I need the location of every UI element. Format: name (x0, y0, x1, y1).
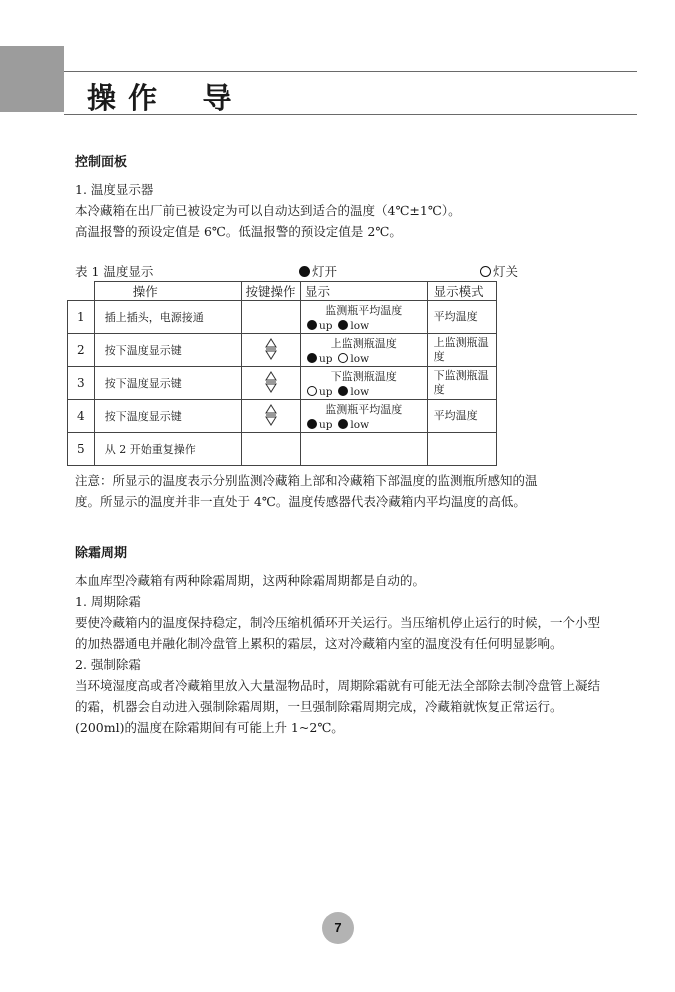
indicator-low-label: low (350, 320, 370, 332)
row-key-cell (241, 367, 300, 400)
row-operation: 插上插头，电源接通 (94, 301, 241, 334)
indicator-low-label: low (350, 419, 370, 431)
row-key-cell (241, 334, 300, 367)
table-header-cell: 显示模式 (427, 282, 496, 301)
indicator-up-label: up (318, 320, 333, 332)
indicator-up-label: up (318, 353, 333, 365)
row-operation: 按下温度显示键 (94, 334, 241, 367)
row-display-cell (300, 367, 427, 400)
row-display-text: 上监测瓶温度 (330, 337, 397, 350)
row-operation: 按下温度显示键 (94, 367, 241, 400)
row-display-cell (300, 400, 427, 433)
row-display-mode: 平均温度 (427, 400, 496, 433)
up-down-key-icon (265, 371, 277, 393)
table-header-cell: 按键操作 (241, 282, 300, 301)
filled-circle-icon (299, 266, 310, 277)
indicator-low-label: low (350, 386, 370, 398)
indicator-lamps (307, 353, 427, 365)
filled-circle-icon (338, 320, 348, 330)
defrost-line: 要使冷藏箱内的温度保持稳定，制冷压缩机循环开关运行。当压缩机停止运行的时候，一个小型 (75, 615, 601, 630)
up-down-key-icon (265, 404, 277, 426)
defrost-line: (200ml)的温度在除霜期间有可能上升 1~2℃。 (75, 720, 344, 735)
row-display-text: 监测瓶平均温度 (325, 304, 403, 317)
note-line: 注意：所显示的温度表示分别监测冷藏箱上部和冷藏箱下部温度的监测瓶所感知的温 (75, 473, 538, 488)
legend-light-off: 灯关 (480, 262, 518, 280)
table-row (68, 301, 497, 334)
row-key-cell (241, 400, 300, 433)
table-caption: 表 1 温度显示 (75, 264, 154, 279)
row-display-cell (300, 433, 427, 466)
note-line: 度。所显示的温度并非一直处于 4℃。温度传感器代表冷藏箱内平均温度的高低。 (75, 494, 526, 509)
page-number: 7 (322, 912, 354, 944)
row-number: 5 (68, 433, 95, 466)
temperature-display-table (67, 281, 497, 466)
defrost-line: 本血库型冷藏箱有两种除霜周期，这两种除霜周期都是自动的。 (75, 573, 426, 588)
hollow-circle-icon (480, 266, 491, 277)
defrost-line: 当环境湿度高或者冷藏箱里放入大量湿物品时，周期除霜就有可能无法全部除去制冷盘管上凝结 (75, 678, 601, 693)
title-rule-bottom (64, 114, 637, 115)
filled-circle-icon (307, 320, 317, 330)
row-number: 2 (68, 334, 95, 367)
row-mode-cell (427, 433, 496, 466)
page-title: 操 作 导 (87, 81, 233, 115)
control-panel-heading: 控制面板 (75, 155, 128, 170)
up-down-key-icon (265, 338, 277, 360)
row-number: 1 (68, 301, 95, 334)
indicator-up-label: up (318, 419, 333, 431)
indicator-lamps (307, 419, 427, 431)
filled-circle-icon (307, 353, 317, 363)
table-header-row (68, 282, 497, 301)
table-header-cell: 操作 (94, 282, 241, 301)
row-operation: 从 2 开始重复操作 (94, 433, 241, 466)
chapter-tab-marker (0, 46, 64, 112)
row-number: 3 (68, 367, 95, 400)
table-header-num (68, 282, 95, 301)
indicator-lamps (307, 320, 427, 332)
row-operation: 按下温度显示键 (94, 400, 241, 433)
row-key-cell (241, 433, 300, 466)
control-panel-line: 高温报警的预设定值是 6℃。低温报警的预设定值是 2℃。 (75, 224, 402, 239)
row-display-mode: 上监测瓶温度 (427, 334, 496, 367)
defrost-line: 2. 强制除霜 (75, 657, 141, 672)
table-row (68, 400, 497, 433)
row-key-cell (241, 301, 300, 334)
row-display-mode: 下监测瓶温度 (427, 367, 496, 400)
title-rule-top (64, 71, 637, 72)
filled-circle-icon (338, 386, 348, 396)
indicator-lamps (307, 386, 427, 398)
control-panel-line: 本冷藏箱在出厂前已被设定为可以自动达到适合的温度（4℃±1℃）。 (75, 203, 461, 218)
row-display-text: 下监测瓶温度 (330, 370, 397, 383)
table-caption-row (75, 262, 535, 278)
table-row (68, 433, 497, 466)
row-number: 4 (68, 400, 95, 433)
defrost-line: 1. 周期除霜 (75, 594, 141, 609)
row-display-text: 监测瓶平均温度 (325, 403, 403, 416)
control-panel-line: 1. 温度显示器 (75, 182, 154, 197)
table-header-cell: 显示 (300, 282, 427, 301)
defrost-line: 的霜，机器会自动进入强制除霜周期，一旦强制除霜周期完成，冷藏箱就恢复正常运行。 (75, 699, 563, 714)
hollow-circle-icon (307, 386, 317, 396)
row-display-cell (300, 301, 427, 334)
indicator-low-label: low (350, 353, 370, 365)
table-row (68, 334, 497, 367)
table-row (68, 367, 497, 400)
filled-circle-icon (307, 419, 317, 429)
indicator-up-label: up (318, 386, 333, 398)
defrost-line: 的加热器通电并融化制冷盘管上累积的霜层，这对冷藏箱内室的温度没有任何明显影响。 (75, 636, 563, 651)
row-display-mode: 平均温度 (427, 301, 496, 334)
filled-circle-icon (338, 419, 348, 429)
row-display-cell (300, 334, 427, 367)
legend-light-on: 灯开 (299, 262, 337, 280)
hollow-circle-icon (338, 353, 348, 363)
defrost-heading: 除霜周期 (75, 546, 128, 561)
